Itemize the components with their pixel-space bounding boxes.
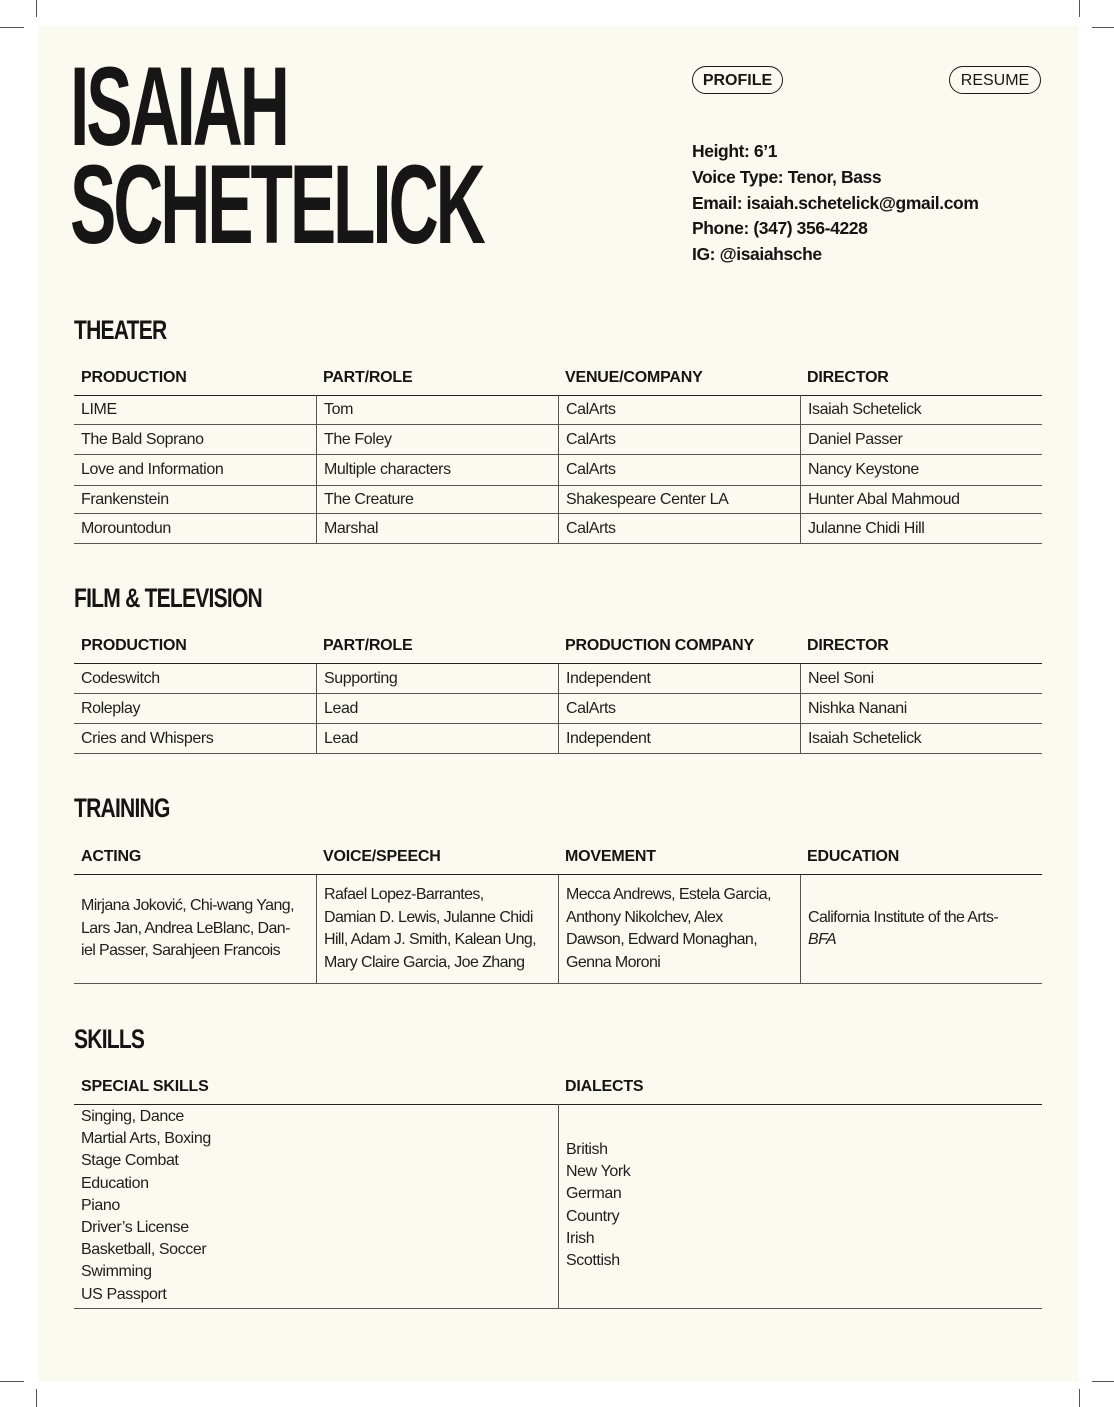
section-title-theater: THEATER	[74, 315, 167, 345]
section-title-skills: SKILLS	[74, 1024, 145, 1054]
text-line: Lars Jan, Andrea LeBlanc, Dan-	[81, 919, 290, 937]
phone-text[interactable]: Phone: (347) 356-4228	[692, 218, 868, 239]
list-item: Swimming	[81, 1263, 152, 1281]
table-cell: Nishka Nanani	[800, 694, 1042, 723]
table-cell: The Creature	[316, 486, 558, 513]
column-header: PRODUCTION	[81, 637, 187, 654]
list-item: Piano	[81, 1196, 120, 1214]
special-skills-cell	[74, 1104, 558, 1308]
list-item: Education	[81, 1174, 149, 1192]
crop-mark	[0, 27, 24, 28]
table-cell: CalArts	[558, 395, 800, 424]
table-cell: Isaiah Schetelick	[800, 724, 1042, 753]
section-title-film-television: FILM & TELEVISION	[74, 583, 262, 613]
column-header: VOICE/SPEECH	[323, 848, 441, 865]
table-cell: Julanne Chidi Hill	[800, 514, 1042, 543]
column-header: ACTING	[81, 848, 142, 865]
voice-type-text: Voice Type: Tenor, Bass	[692, 166, 882, 187]
training-header-row	[74, 848, 1042, 875]
text-line: Anthony Nikolchev, Alex	[566, 908, 723, 926]
column-header: PART/ROLE	[323, 369, 413, 386]
section-title-training: TRAINING	[74, 793, 170, 823]
table-cell: Lead	[316, 724, 558, 753]
table-cell: Daniel Passer	[800, 425, 1042, 454]
list-item: Martial Arts, Boxing	[81, 1130, 211, 1148]
table-cell: Independent	[558, 664, 800, 693]
crop-mark	[1092, 27, 1114, 28]
table-cell: Love and Information	[81, 461, 224, 478]
profile-button[interactable]: PROFILE	[692, 66, 783, 94]
list-item: Stage Combat	[81, 1152, 179, 1170]
crop-mark	[1079, 0, 1080, 17]
table-cell: Roleplay	[81, 699, 141, 717]
instagram-text[interactable]: IG: @isaiahsche	[692, 244, 822, 265]
education-cell	[800, 875, 1042, 983]
email-text[interactable]: Email: isaiah.schetelick@gmail.com	[692, 192, 979, 213]
table-row	[74, 486, 1042, 514]
list-item: German	[566, 1185, 622, 1203]
table-cell: CalArts	[558, 694, 800, 723]
dialects-list	[566, 1139, 630, 1272]
table-cell: Cries and Whispers	[81, 729, 214, 747]
table-cell: CalArts	[558, 455, 800, 485]
table-row	[74, 514, 1042, 544]
text-line: Mirjana Joković, Chi-wang Yang,	[81, 897, 294, 915]
text-line: Genna Moroni	[566, 953, 661, 971]
list-item: Scottish	[566, 1252, 620, 1270]
crop-mark	[0, 1381, 24, 1382]
table-cell: CalArts	[558, 425, 800, 454]
acting-teachers	[74, 875, 316, 983]
skills-header-row	[74, 1078, 1042, 1105]
crop-mark	[36, 0, 37, 17]
column-header: MOVEMENT	[565, 848, 656, 865]
list-item: Driver’s License	[81, 1219, 189, 1237]
list-item: Basketball, Soccer	[81, 1241, 207, 1259]
theater-header-row	[74, 369, 1042, 396]
table-cell: Morountodun	[81, 519, 171, 537]
column-header: PRODUCTION	[81, 369, 187, 386]
table-cell: CalArts	[558, 514, 800, 543]
education-degree: BFA	[808, 931, 837, 948]
text-line: Rafael Lopez-Barrantes,	[324, 886, 484, 903]
table-row	[74, 664, 1042, 694]
column-header: PRODUCTION COMPANY	[565, 637, 754, 654]
table-row	[74, 395, 1042, 425]
list-item: Irish	[566, 1229, 595, 1247]
text-line: iel Passer, Sarahjeen Francois	[81, 942, 281, 960]
contact-info	[692, 139, 979, 268]
first-name: ISAIAH	[70, 44, 287, 169]
crop-mark	[1079, 1389, 1080, 1407]
text-line: Damian D. Lewis, Julanne Chidi	[324, 908, 533, 926]
column-header: VENUE/COMPANY	[565, 369, 703, 386]
column-header: EDUCATION	[807, 848, 900, 865]
text-line: Dawson, Edward Monaghan,	[566, 931, 758, 948]
height-text: Height: 6’1	[692, 141, 778, 161]
column-header: DIRECTOR	[807, 369, 889, 386]
resume-button[interactable]: RESUME	[949, 66, 1041, 94]
table-cell: Codeswitch	[81, 669, 160, 687]
special-skills-list	[81, 1106, 211, 1306]
last-name: SCHETELICK	[70, 142, 483, 267]
table-cell: LIME	[81, 400, 117, 418]
table-cell: Tom	[316, 395, 558, 424]
film-header-row	[74, 637, 1042, 664]
table-cell: Hunter Abal Mahmoud	[800, 486, 1042, 513]
list-item: Singing, Dance	[81, 1108, 184, 1125]
column-header: DIALECTS	[565, 1078, 644, 1095]
list-item: New York	[566, 1163, 631, 1181]
list-item: British	[566, 1141, 608, 1158]
list-item: US Passport	[81, 1285, 167, 1303]
crop-mark	[36, 1389, 37, 1407]
table-cell: Multiple characters	[316, 455, 558, 485]
table-cell: Lead	[316, 694, 558, 723]
movement-teachers	[558, 875, 800, 983]
table-cell: Shakespeare Center LA	[558, 486, 800, 513]
table-cell: The Bald Soprano	[81, 430, 204, 448]
table-cell: Nancy Keystone	[800, 455, 1042, 485]
table-row	[74, 425, 1042, 455]
table-cell: Marshal	[316, 514, 558, 543]
text-line: Mary Claire Garcia, Joe Zhang	[324, 953, 525, 971]
education-school: California Institute of the Arts-	[808, 908, 999, 926]
voice-teachers	[316, 875, 558, 983]
page-title	[70, 44, 483, 267]
table-row	[74, 455, 1042, 486]
crop-mark	[1092, 1381, 1114, 1382]
table-cell: Supporting	[316, 664, 558, 693]
column-header: DIRECTOR	[807, 637, 889, 654]
text-line: Hill, Adam J. Smith, Kalean Ung,	[324, 931, 537, 948]
table-cell: Frankenstein	[81, 490, 169, 508]
dialects-cell	[558, 1104, 1042, 1308]
table-row	[74, 875, 1042, 984]
list-item: Country	[566, 1207, 620, 1225]
table-cell: The Foley	[316, 425, 558, 454]
table-row	[74, 724, 1042, 754]
table-row	[74, 694, 1042, 724]
table-cell: Independent	[558, 724, 800, 753]
table-cell: Neel Soni	[800, 664, 1042, 693]
table-cell: Isaiah Schetelick	[800, 395, 1042, 424]
column-header: PART/ROLE	[323, 637, 413, 654]
column-header: SPECIAL SKILLS	[81, 1078, 209, 1095]
table-row	[74, 1104, 1042, 1309]
text-line: Mecca Andrews, Estela Garcia,	[566, 886, 771, 903]
